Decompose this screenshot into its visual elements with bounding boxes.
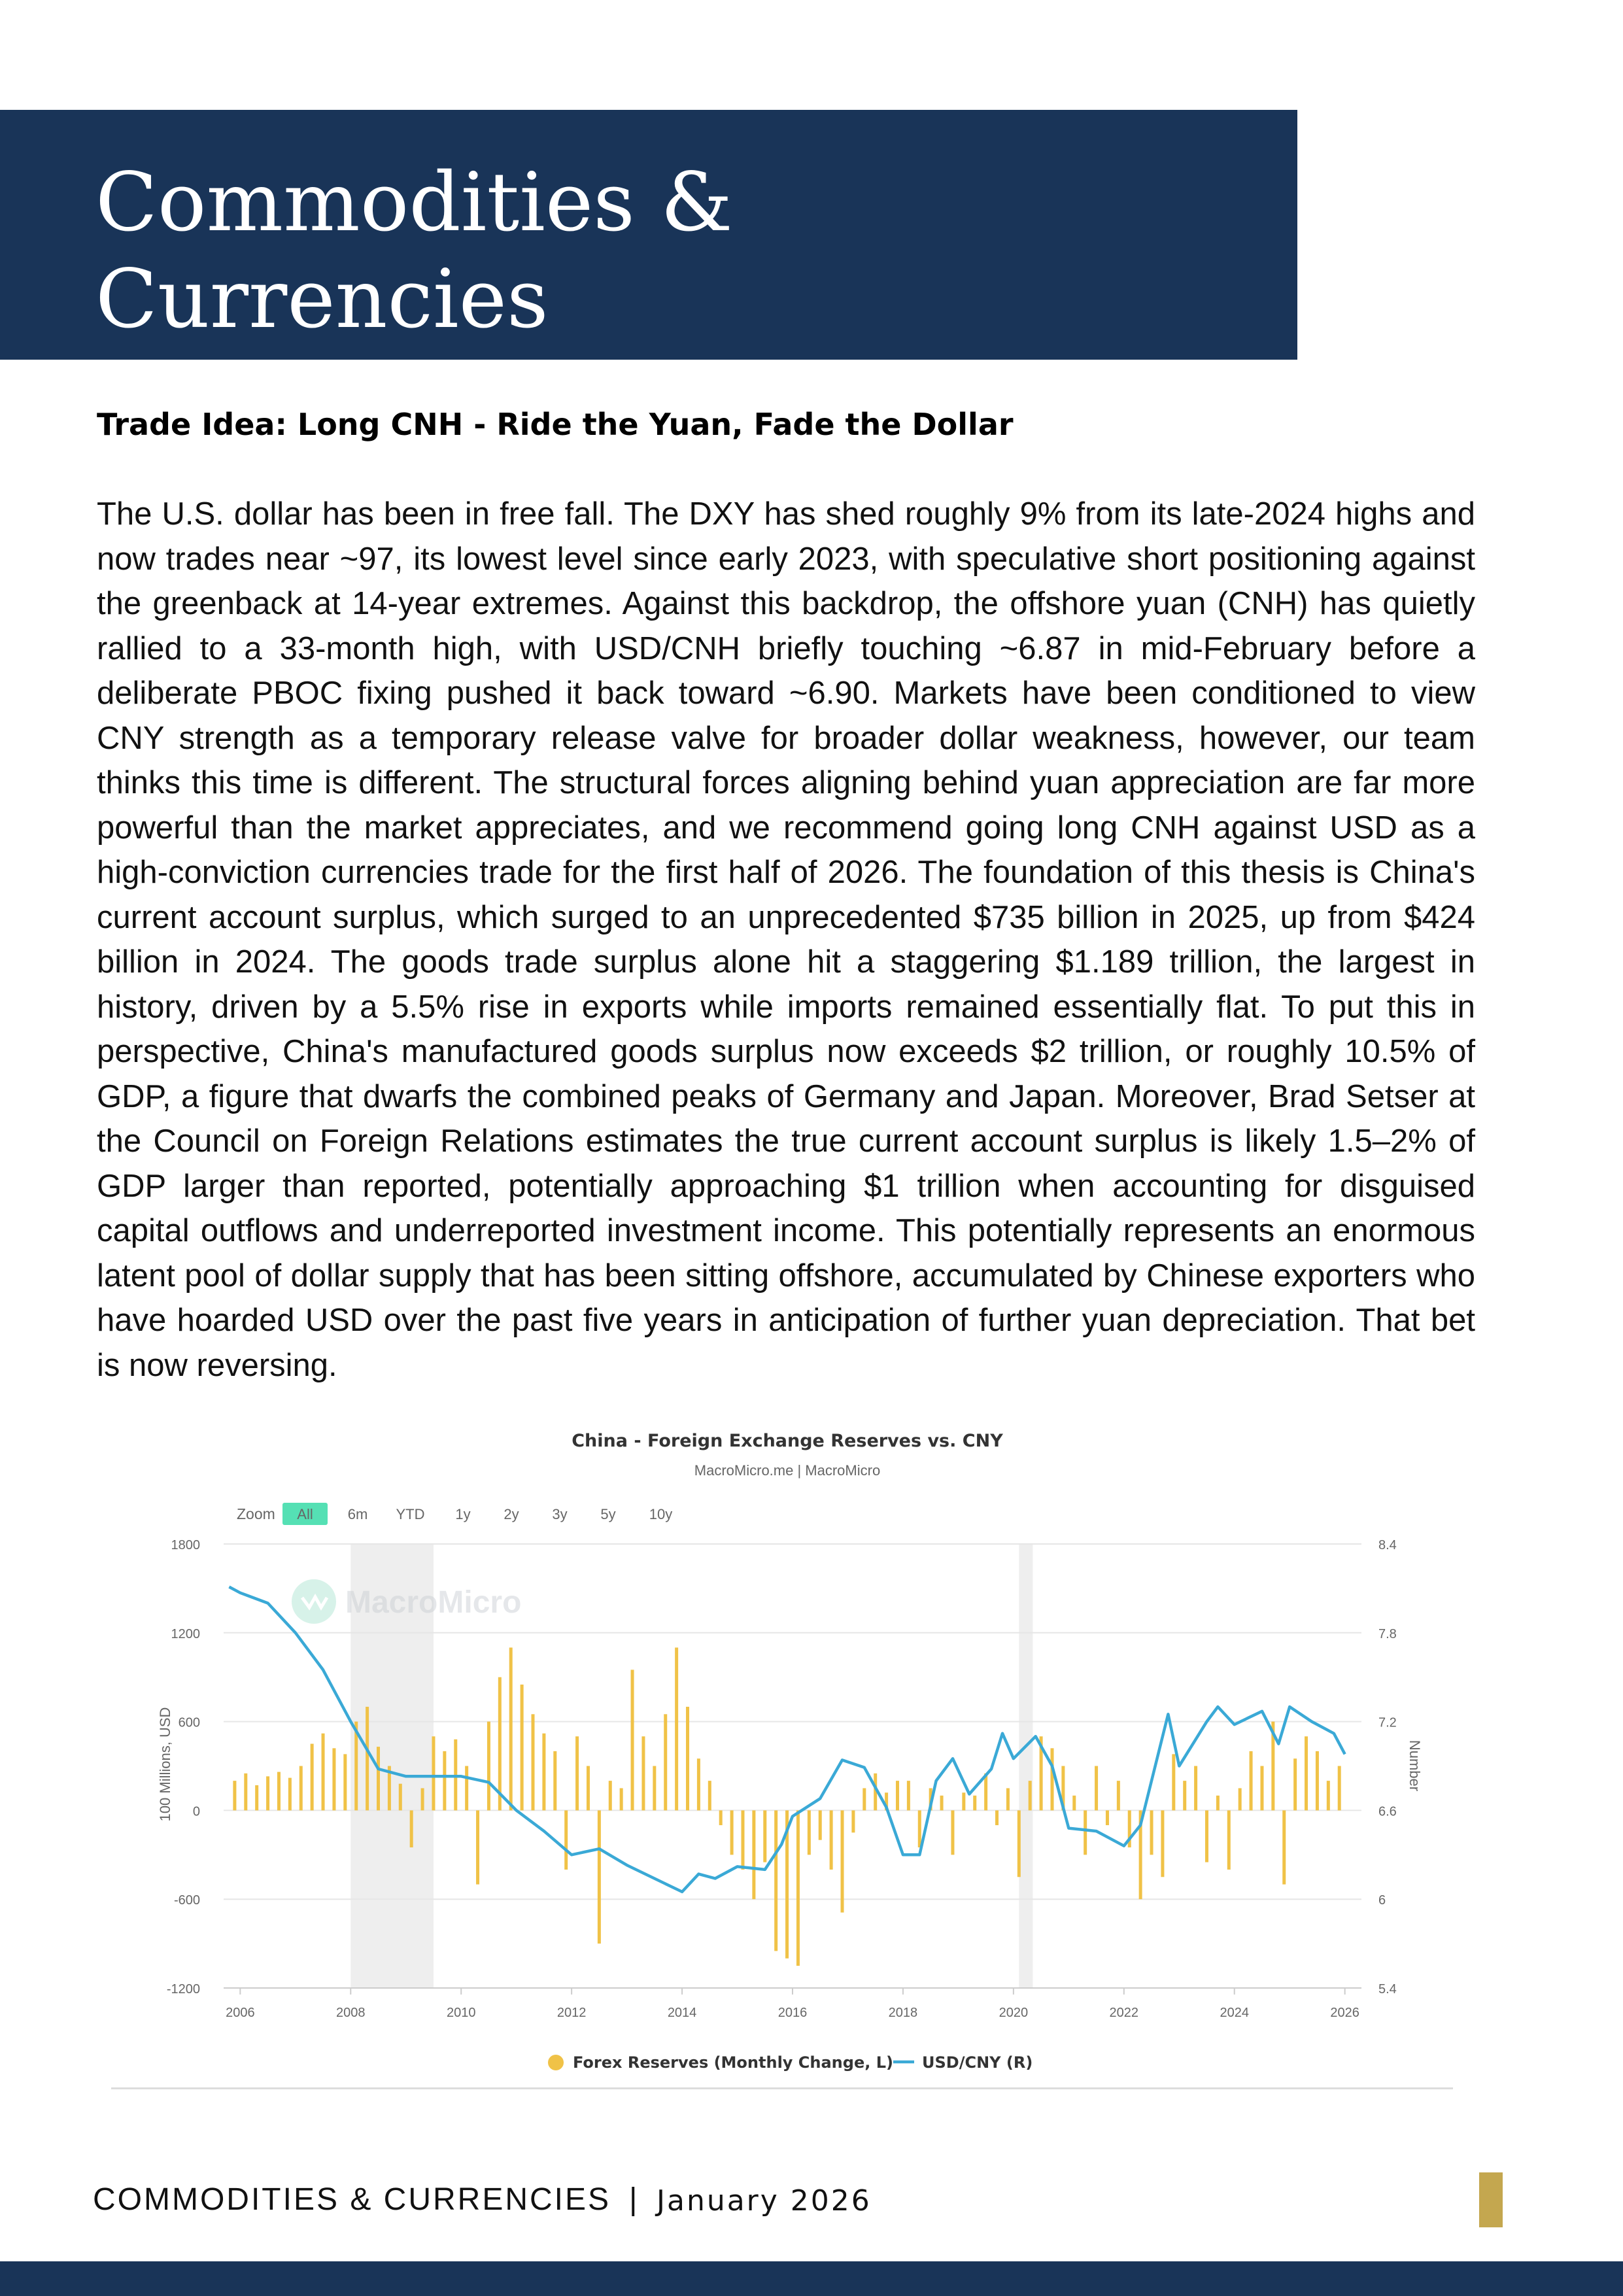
- forex-reserve-bar: [443, 1751, 446, 1811]
- x-tick-label: 2016: [777, 2006, 808, 2020]
- forex-reserve-bar: [686, 1707, 689, 1810]
- forex-reserve-bar: [984, 1773, 987, 1811]
- forex-reserve-bar: [521, 1685, 524, 1810]
- forex-reserve-bar: [311, 1744, 314, 1811]
- forex-reserve-bar: [575, 1736, 579, 1810]
- zoom-option-label: YTD: [396, 1506, 425, 1522]
- forex-reserve-bar: [1072, 1796, 1076, 1811]
- forex-reserve-bar: [542, 1734, 545, 1811]
- right-tick-label: 5.4: [1378, 1982, 1397, 1996]
- forex-reserve-bar: [741, 1810, 744, 1870]
- chart-source: MacroMicro.me | MacroMicro: [694, 1462, 881, 1479]
- x-tick-label: 2010: [446, 2006, 476, 2020]
- chart-svg: [111, 1418, 1454, 2087]
- forex-reserve-bar: [1183, 1781, 1186, 1810]
- forex-reserve-bar: [631, 1670, 634, 1810]
- x-tick-label: 2026: [1330, 2006, 1359, 2020]
- forex-reserve-bar: [255, 1785, 258, 1810]
- forex-reserve-bar: [1050, 1748, 1053, 1810]
- forex-reserve-bar: [476, 1810, 479, 1884]
- forex-reserve-bar: [664, 1714, 667, 1810]
- forex-reserve-bar: [763, 1810, 766, 1862]
- forex-reserve-bar: [1239, 1788, 1242, 1810]
- forex-reserve-bar: [343, 1754, 347, 1810]
- zoom-option-label: 10y: [649, 1506, 673, 1522]
- forex-reserve-bar: [399, 1784, 402, 1811]
- page-title: [95, 154, 1076, 348]
- x-tick-label: 2020: [999, 2006, 1029, 2020]
- left-tick-label: 1800: [171, 1538, 200, 1552]
- legend-bar-swatch: [548, 2055, 564, 2070]
- forex-reserve-bar: [1117, 1781, 1120, 1810]
- forex-reserve-bar: [509, 1647, 513, 1810]
- footer-section: COMMODITIES & CURRENCIES: [93, 2182, 611, 2217]
- page-title-line-1: Commodities &: [95, 156, 733, 250]
- x-tick-label: 2014: [667, 2006, 697, 2020]
- x-tick-label: 2022: [1109, 2006, 1139, 2020]
- forex-reserve-bar: [1216, 1796, 1220, 1811]
- forex-reserve-bar: [796, 1810, 800, 1966]
- forex-reserve-bar: [266, 1776, 269, 1810]
- footer-separator: |: [629, 2182, 638, 2217]
- right-axis-title: Number: [1407, 1739, 1423, 1792]
- forex-reserve-bar: [1084, 1810, 1087, 1855]
- forex-reserve-bar: [288, 1778, 292, 1811]
- watermark-text: MacroMicro: [345, 1585, 522, 1620]
- forex-reserve-bar: [830, 1810, 833, 1870]
- zoom-option-label: 1y: [455, 1506, 471, 1522]
- forex-reserve-bar: [1316, 1751, 1319, 1811]
- forex-reserve-bar: [896, 1781, 899, 1810]
- zoom-button-6m[interactable]: [348, 1506, 368, 1522]
- right-tick-label: 7.8: [1378, 1626, 1397, 1641]
- page-marker: [1479, 2172, 1503, 2227]
- forex-reserve-bar: [487, 1722, 490, 1811]
- forex-reserves-chart: [111, 1418, 1454, 2087]
- forex-reserve-bar: [1106, 1810, 1109, 1825]
- forex-reserve-bar: [299, 1766, 303, 1811]
- forex-reserve-bar: [598, 1810, 601, 1944]
- zoom-button-10y[interactable]: [649, 1506, 672, 1522]
- article-body: The U.S. dollar has been in free fall. The DXY has shed roughly 9% from its late-2024 highs and now trades near ~97, its lowest level since early 2023, with speculative short positioning against the greenback at 14-year extremes. Against this backdrop, the offshore yuan (CNH) has quietly rallied to a 33-month high, with USD/CNH briefly touching ~6.87 in mid-February before a deliberate PBOC fixing pushed it back toward ~6.90. Markets have been conditioned to view CNY strength as a temporary release valve for broader dollar weakness, however, our team thinks this time is different. The structural forces aligning behind yuan appreciation are far more powerful than the market appreciates, and we recommend going long CNH against USD as a high-conviction currencies trade for the first half of 2026. The foundation of this thesis is China's current account surplus, which surged to an unprecedented $735 billion in 2025, up from $424 billion in 2024. The goods trade surplus alone hit a staggering $1.189 trillion, the largest in history, driven by a 5.5% rise in exports while imports remained essentially flat. To put this in perspective, China's manufactured goods surplus now exceeds $2 trillion, or roughly 10.5% of GDP, a figure that dwarfs the combined peaks of Germany and Japan. Moreover, Brad Setser at the Council on Foreign Relations estimates the true current account surplus is likely 1.5–2% of GDP larger than reported, potentially approaching $1 trillion when accounting for disguised capital outflows and underreported investment income. This potentially represents an enormous latent pool of dollar supply that has been sitting offshore, accumulated by Chinese exporters who have hoarded USD over the past five years in anticipation of further yuan depreciation. That bet is now reversing.: [97, 496, 1475, 1383]
- zoom-option-label: 3y: [552, 1506, 568, 1522]
- left-tick-label: 600: [178, 1715, 200, 1730]
- forex-reserve-bar: [697, 1758, 700, 1810]
- footer-band: [0, 2261, 1623, 2296]
- forex-reserve-bar: [277, 1772, 281, 1811]
- trade-idea-heading: Trade Idea: Long CNH - Ride the Yuan, Fade the Dollar: [97, 407, 1014, 442]
- x-tick-label: 2012: [556, 2006, 587, 2020]
- forex-reserve-bar: [841, 1810, 844, 1912]
- forex-reserve-bar: [1227, 1810, 1231, 1870]
- forex-reserve-bar: [907, 1781, 910, 1810]
- shaded-period-1: [1019, 1544, 1033, 1988]
- right-tick-label: 8.4: [1378, 1538, 1397, 1552]
- forex-reserve-bar: [863, 1788, 866, 1810]
- chart-divider: [111, 2087, 1453, 2089]
- left-tick-label: 0: [192, 1804, 200, 1819]
- forex-reserve-bar: [1260, 1766, 1263, 1811]
- forex-reserve-bar: [564, 1810, 568, 1870]
- zoom-button-ytd[interactable]: [396, 1506, 425, 1522]
- forex-reserve-bar: [1017, 1810, 1021, 1877]
- zoom-option-label: 2y: [504, 1506, 519, 1522]
- zoom-button-1y[interactable]: [455, 1506, 470, 1522]
- forex-reserve-bar: [973, 1796, 976, 1811]
- forex-reserve-bar: [1194, 1766, 1197, 1811]
- forex-reserve-bar: [940, 1796, 944, 1811]
- forex-reserve-bar: [819, 1810, 822, 1840]
- left-axis-title: 100 Millions, USD: [157, 1707, 173, 1822]
- forex-reserve-bar: [719, 1810, 723, 1825]
- forex-reserve-bar: [995, 1810, 999, 1825]
- legend-line-label: USD/CNY (R): [922, 2053, 1033, 2072]
- right-tick-label: 6: [1378, 1893, 1386, 1908]
- forex-reserve-bar: [1006, 1788, 1010, 1810]
- forex-reserve-bar: [366, 1707, 369, 1810]
- forex-reserve-bar: [708, 1781, 711, 1810]
- forex-reserve-bar: [609, 1781, 612, 1810]
- forex-reserve-bar: [233, 1781, 236, 1810]
- zoom-button-3y[interactable]: [552, 1506, 567, 1522]
- forex-reserve-bar: [1293, 1758, 1297, 1810]
- forex-reserve-bar: [332, 1748, 335, 1810]
- forex-reserve-bar: [653, 1766, 656, 1811]
- forex-reserve-bar: [774, 1810, 777, 1951]
- forex-reserve-bar: [1338, 1766, 1341, 1811]
- forex-reserve-bar: [322, 1734, 325, 1811]
- zoom-label: Zoom: [237, 1505, 275, 1522]
- forex-reserve-bar: [918, 1810, 921, 1847]
- right-tick-label: 7.2: [1378, 1715, 1397, 1730]
- zoom-button-all[interactable]: [282, 1503, 328, 1525]
- left-tick-label: -600: [173, 1893, 200, 1908]
- forex-reserve-bar: [377, 1747, 380, 1810]
- zoom-option-label: 6m: [347, 1506, 368, 1522]
- forex-reserve-bar: [1205, 1810, 1208, 1862]
- forex-reserve-bar: [532, 1714, 535, 1810]
- forex-reserve-bar: [244, 1773, 247, 1811]
- forex-reserve-bar: [1305, 1736, 1308, 1810]
- chart-legend[interactable]: [548, 2053, 1033, 2072]
- zoom-option-label: 5y: [600, 1506, 616, 1522]
- x-tick-label: 2018: [888, 2006, 918, 2020]
- forex-reserve-bar: [1250, 1751, 1253, 1811]
- forex-reserve-bar: [808, 1810, 811, 1855]
- forex-reserve-bar: [587, 1766, 590, 1811]
- forex-reserve-bar: [962, 1792, 965, 1810]
- forex-reserve-bar: [951, 1810, 954, 1855]
- forex-reserve-bar: [1029, 1781, 1032, 1810]
- forex-reserve-bar: [1327, 1781, 1330, 1810]
- x-tick-label: 2024: [1220, 2006, 1249, 2020]
- chart-title: China - Foreign Exchange Reserves vs. CNY: [572, 1431, 1003, 1451]
- forex-reserve-bar: [1282, 1810, 1286, 1884]
- right-tick-label: 6.6: [1378, 1804, 1397, 1819]
- forex-reserve-bar: [620, 1788, 623, 1810]
- legend-bars-label: Forex Reserves (Monthly Change, L): [573, 2053, 893, 2072]
- x-tick-label: 2006: [226, 2006, 255, 2020]
- page-title-line-2: Currencies: [95, 252, 549, 347]
- macromicro-watermark: [292, 1579, 521, 1624]
- left-tick-label: -1200: [166, 1982, 200, 1996]
- forex-reserve-bar: [553, 1751, 556, 1811]
- forex-reserve-bar: [1172, 1754, 1175, 1810]
- forex-reserve-bar: [752, 1810, 755, 1899]
- footer-date: January 2026: [657, 2184, 872, 2218]
- forex-reserve-bar: [421, 1788, 424, 1810]
- forex-reserve-bar: [432, 1736, 435, 1810]
- forex-reserve-bar: [410, 1810, 413, 1847]
- forex-reserve-bar: [1150, 1810, 1153, 1855]
- forex-reserve-bar: [851, 1810, 855, 1832]
- forex-reserve-bar: [1161, 1810, 1164, 1877]
- forex-reserve-bar: [1095, 1766, 1098, 1811]
- forex-reserve-bar: [730, 1810, 734, 1855]
- left-tick-label: 1200: [171, 1626, 200, 1641]
- zoom-button-2y[interactable]: [504, 1506, 519, 1522]
- forex-reserve-bar: [641, 1736, 645, 1810]
- x-tick-label: 2008: [336, 2006, 366, 2020]
- forex-reserve-bar: [465, 1766, 468, 1811]
- forex-reserve-bar: [675, 1647, 678, 1810]
- zoom-option-label: All: [297, 1506, 313, 1522]
- zoom-button-5y[interactable]: [600, 1506, 615, 1522]
